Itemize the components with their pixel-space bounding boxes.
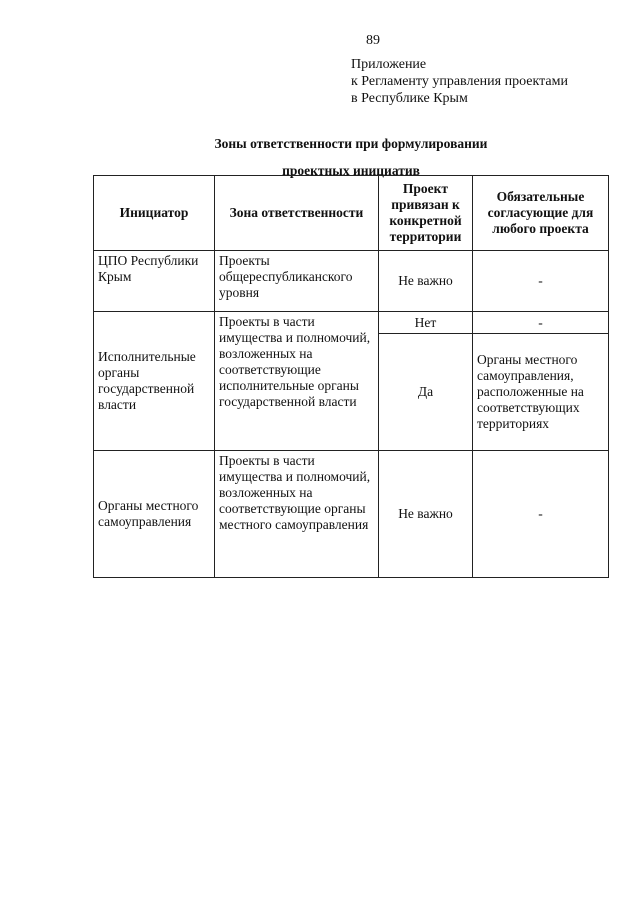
cell-territory: Не важно xyxy=(379,451,473,578)
cell-zone: Проекты общереспубликанского уровня xyxy=(215,251,379,312)
header-zone: Зона ответственности xyxy=(215,176,379,251)
cell-territory: Да xyxy=(379,334,473,451)
header-agreeing: Обязательные согласующие для любого проекта xyxy=(473,176,609,251)
responsibility-table xyxy=(93,175,609,578)
cell-initiator: Органы местного самоуправления xyxy=(94,451,215,578)
header-initiator: Инициатор xyxy=(94,176,215,251)
title-line: Зоны ответственности при формулировании xyxy=(214,136,488,151)
cell-territory: Нет xyxy=(379,312,473,334)
cell-agreeing: - xyxy=(473,251,609,312)
appendix-header xyxy=(351,56,568,107)
title-line: проектных инициатив xyxy=(282,163,420,178)
cell-agreeing: Органы местного самоуправления, расположенные на соответствующих территориях xyxy=(473,334,609,451)
appendix-line: в Республике Крым xyxy=(351,91,468,106)
table-row xyxy=(94,251,609,312)
cell-agreeing: - xyxy=(473,451,609,578)
page-number: 89 xyxy=(366,33,380,48)
appendix-line: к Регламенту управления проектами xyxy=(351,74,568,89)
table-header-row xyxy=(94,176,609,251)
cell-agreeing: - xyxy=(473,312,609,334)
table-row xyxy=(94,312,609,334)
cell-territory: Не важно xyxy=(379,251,473,312)
cell-initiator: Исполнительные органы государственной власти xyxy=(94,312,215,451)
table-row xyxy=(94,451,609,578)
cell-zone: Проекты в части имущества и полномочий, возложенных на соответствующие органы местного самоуправления xyxy=(215,451,379,578)
cell-initiator: ЦПО Республики Крым xyxy=(94,251,215,312)
cell-zone: Проекты в части имущества и полномочий, возложенных на соответствующие исполнительные органы государственной власти xyxy=(215,312,379,451)
appendix-line: Приложение xyxy=(351,57,427,72)
header-territory: Проект привязан к конкретной территории xyxy=(379,176,473,251)
